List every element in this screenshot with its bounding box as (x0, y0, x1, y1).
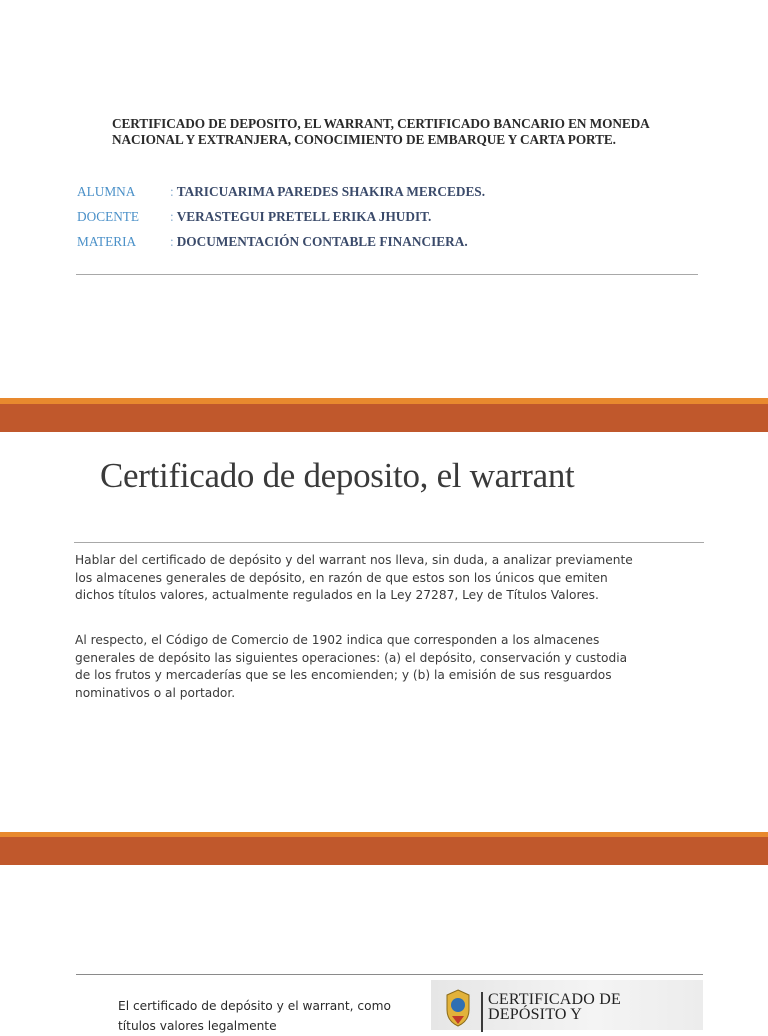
divider (481, 992, 483, 1032)
divider (76, 274, 698, 275)
divider (74, 542, 704, 543)
divider (76, 974, 703, 975)
thumbnail-title: CERTIFICADO DE DEPÓSITO Y (488, 991, 621, 1023)
meta-label: DOCENTE (77, 209, 140, 224)
accent-bar (0, 837, 768, 865)
slide-heading: Certificado de deposito, el warrant (100, 456, 575, 495)
content-slide (0, 432, 768, 832)
accent-bar (0, 404, 768, 432)
cover-title: CERTIFICADO DE DEPOSITO, EL WARRANT, CERTIFICADO BANCARIO EN MONEDA NACIONAL Y EXTRANJERA, CONOCIMIENTO DE EMBARQUE Y CARTA PORTE. (112, 116, 649, 147)
cover-slide (0, 0, 768, 398)
meta-row-materia (77, 234, 468, 250)
crest-icon (445, 988, 471, 1028)
meta-value: DOCUMENTACIÓN CONTABLE FINANCIERA. (176, 234, 468, 249)
body-paragraph: El certificado de depósito y el warrant, como títulos valores legalmente (118, 999, 391, 1033)
meta-separator: : (170, 234, 174, 249)
meta-label: MATERIA (77, 234, 137, 249)
meta-value: TARICUARIMA PAREDES SHAKIRA MERCEDES. (176, 184, 486, 199)
body-paragraph: Hablar del certificado de depósito y del warrant nos lleva, sin duda, a analizar previamente los almacenes generales de depósito, en razón de que estos son los únicos que emiten dichos títulos valores, actualmente regulados en la Ley 27287, Ley de Títulos Valores. (75, 553, 633, 602)
slide-thumbnail (431, 980, 703, 1030)
meta-separator: : (170, 209, 174, 224)
meta-row-alumna (77, 184, 485, 200)
meta-label: ALUMNA (77, 184, 136, 199)
meta-value: VERASTEGUI PRETELL ERIKA JHUDIT. (176, 209, 432, 224)
body-paragraph: Al respecto, el Código de Comercio de 1902 indica que corresponden a los almacenes generales de depósito las siguientes operaciones: (a) el depósito, conservación y custodia de los frutos y mercaderías que se les encomienden; y (b) la emisión de sus resguardos nominativos o al portador. (75, 633, 628, 700)
meta-separator: : (170, 184, 174, 199)
meta-row-docente (77, 209, 431, 225)
